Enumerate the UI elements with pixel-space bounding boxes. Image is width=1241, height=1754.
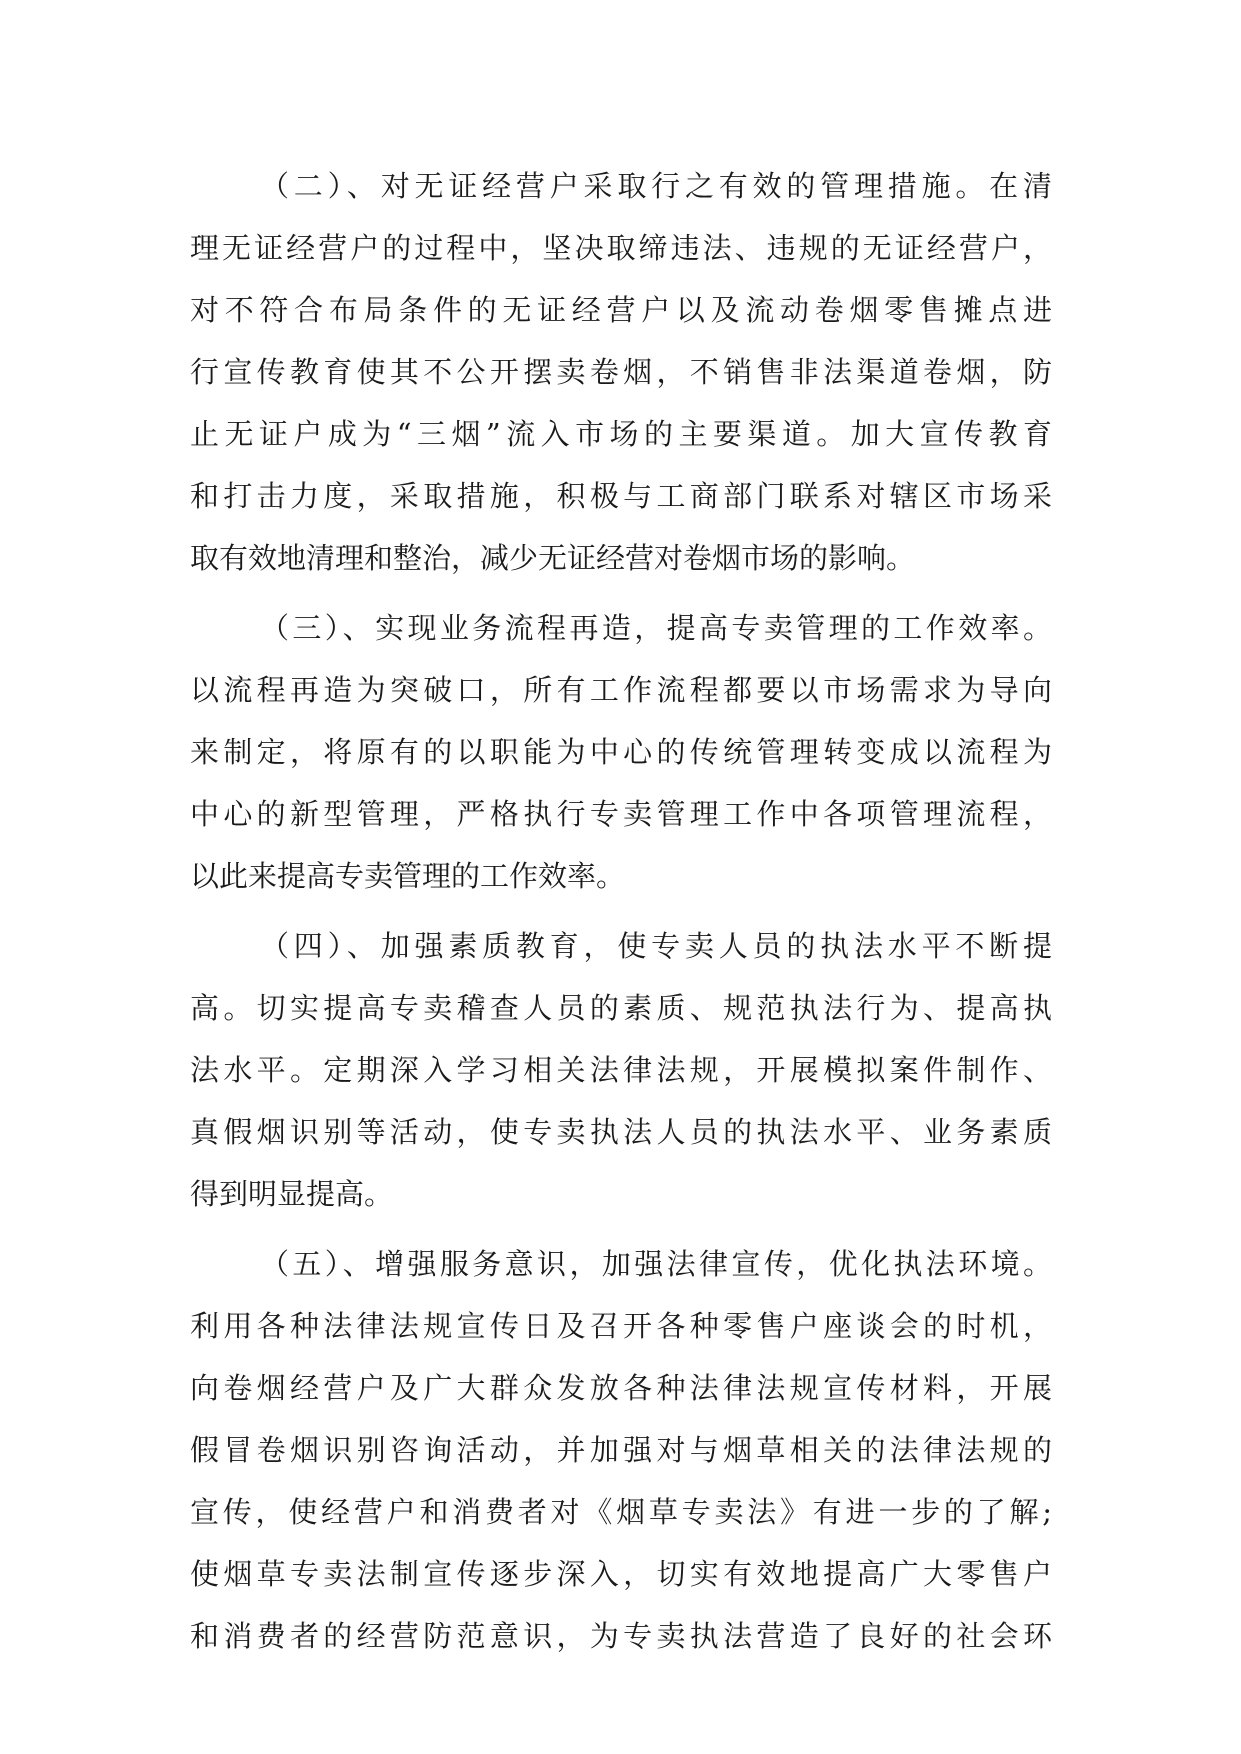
text-line: 和打击力度，采取措施，积极与工商部门联系对辖区市场采 bbox=[190, 479, 1052, 513]
text-line: 止无证户成为“三烟”流入市场的主要渠道。加大宣传教育 bbox=[190, 417, 1052, 451]
text-line: （四）、加强素质教育，使专卖人员的执法水平不断提 bbox=[260, 929, 1052, 963]
text-line: 以流程再造为突破口，所有工作流程都要以市场需求为导向 bbox=[190, 673, 1052, 707]
text-line: 中心的新型管理，严格执行专卖管理工作中各项管理流程， bbox=[190, 797, 1052, 831]
paragraph-gap bbox=[190, 1225, 1052, 1233]
paragraph-gap bbox=[190, 589, 1052, 597]
document-body bbox=[190, 155, 1052, 1667]
text-line: 取有效地清理和整治，减少无证经营对卷烟市场的影响。 bbox=[190, 541, 916, 575]
text-line: 法水平。定期深入学习相关法律法规，开展模拟案件制作、 bbox=[190, 1053, 1052, 1087]
text-line: 高。切实提高专卖稽查人员的素质、规范执法行为、提高执 bbox=[190, 991, 1052, 1025]
paragraph-service-awareness bbox=[190, 1233, 1052, 1667]
text-line: 使烟草专卖法制宣传逐步深入，切实有效地提高广大零售户 bbox=[190, 1557, 1052, 1591]
text-line: （三）、实现业务流程再造，提高专卖管理的工作效率。 bbox=[260, 611, 1052, 645]
text-line: 理无证经营户的过程中，坚决取缔违法、违规的无证经营户， bbox=[190, 231, 1052, 265]
text-line: （二）、对无证经营户采取行之有效的管理措施。在清 bbox=[260, 169, 1052, 203]
text-line: 利用各种法律法规宣传日及召开各种零售户座谈会的时机， bbox=[190, 1309, 1052, 1343]
paragraph-quality-education bbox=[190, 915, 1052, 1225]
text-line: 真假烟识别等活动，使专卖执法人员的执法水平、业务素质 bbox=[190, 1115, 1052, 1149]
paragraph-process-reengineering bbox=[190, 597, 1052, 907]
paragraph-gap bbox=[190, 907, 1052, 915]
text-line: 以此来提高专卖管理的工作效率。 bbox=[190, 859, 626, 893]
text-line: 向卷烟经营户及广大群众发放各种法律法规宣传材料，开展 bbox=[190, 1371, 1052, 1405]
text-line: 和消费者的经营防范意识，为专卖执法营造了良好的社会环 bbox=[190, 1619, 1052, 1653]
text-line: 假冒卷烟识别咨询活动，并加强对与烟草相关的法律法规的 bbox=[190, 1433, 1052, 1467]
paragraph-management-of-unlicensed bbox=[190, 155, 1052, 589]
text-line: 对不符合布局条件的无证经营户以及流动卷烟零售摊点进 bbox=[190, 293, 1052, 327]
text-line: 得到明显提高。 bbox=[190, 1177, 394, 1211]
text-line: （五）、增强服务意识，加强法律宣传，优化执法环境。 bbox=[260, 1247, 1052, 1281]
text-line: 行宣传教育使其不公开摆卖卷烟，不销售非法渠道卷烟，防 bbox=[190, 355, 1052, 389]
text-line: 来制定，将原有的以职能为中心的传统管理转变成以流程为 bbox=[190, 735, 1052, 769]
text-line: 宣传，使经营户和消费者对《烟草专卖法》有进一步的了解; bbox=[190, 1495, 1052, 1529]
